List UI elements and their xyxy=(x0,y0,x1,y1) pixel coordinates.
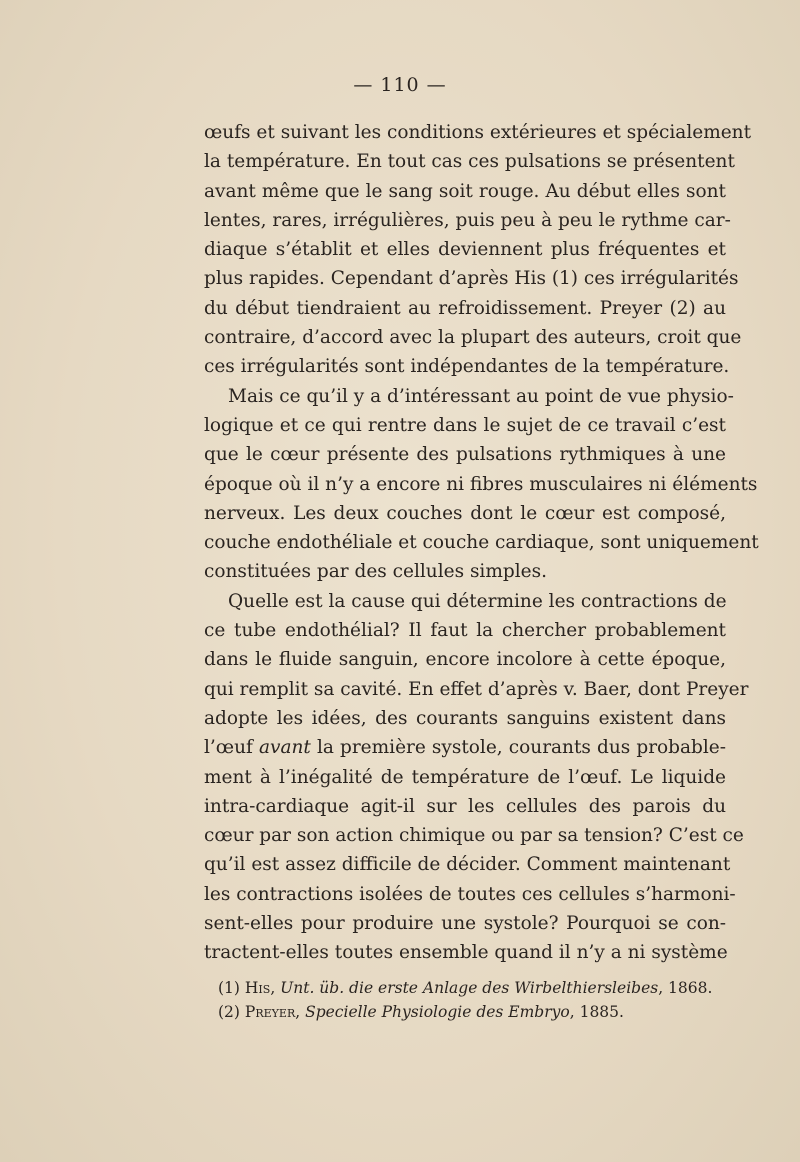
paragraph-2 xyxy=(204,382,759,587)
footnote-1: (1) His, Unt. üb. die erste Anlage des Wirbelthiersleibes, 1868. xyxy=(218,979,713,997)
text-line: ces irrégularités sont indépendantes de la température. xyxy=(204,356,730,378)
text-line: constituées par des cellules simples. xyxy=(204,561,547,583)
text-line: dans le fluide sanguin, encore incolore à cette époque, xyxy=(204,649,726,671)
body-text xyxy=(204,118,759,968)
text-line-mixed xyxy=(204,733,726,762)
text-line: cœur par son action chimique ou par sa tension? C’est ce xyxy=(204,825,744,847)
text-line: couche endothéliale et couche cardiaque, sont uniquement xyxy=(204,532,759,554)
footnote-title: Specielle Physiologie des Embryo xyxy=(305,1003,570,1021)
text-line: logique et ce qui rentre dans le sujet de ce travail c’est xyxy=(204,414,726,436)
footnotes xyxy=(218,976,728,1024)
footnote-marker: (2) xyxy=(218,1003,240,1021)
text-fragment: l’œuf xyxy=(204,737,253,759)
text-line: avant même que le sang soit rouge. Au début elles sont xyxy=(204,180,726,202)
text-line: qui remplit sa cavité. En effet d’après v. Baer, dont Preyer xyxy=(204,678,749,700)
footnote-year: , 1868. xyxy=(658,979,713,997)
text-line: les contractions isolées de toutes ces cellules s’harmoni- xyxy=(204,883,736,905)
text-line: Quelle est la cause qui détermine les contractions de xyxy=(228,590,727,612)
text-line: du début tiendraient au refroidissement. Preyer (2) au xyxy=(204,297,726,319)
footnote-title: Unt. üb. die erste Anlage des Wirbelthiersleibes xyxy=(280,979,659,997)
paragraph-3 xyxy=(204,587,749,968)
text-line: sent-elles pour produire une systole? Pourquoi se con- xyxy=(204,913,726,935)
footnote-author: His xyxy=(244,979,271,997)
text-line: intra-cardiaque agit-il sur les cellules des parois du xyxy=(204,795,726,817)
text-line: la température. En tout cas ces pulsations se présentent xyxy=(204,151,735,173)
text-line: Mais ce qu’il y a d’intéressant au point de vue physio- xyxy=(228,385,734,407)
text-line: qu’il est assez difficile de décider. Comment maintenant xyxy=(204,854,731,876)
text-line: nerveux. Les deux couches dont le cœur est composé, xyxy=(204,502,726,524)
text-line: que le cœur présente des pulsations rythmiques à une xyxy=(204,444,726,466)
text-line: lentes, rares, irrégulières, puis peu à peu le rythme car- xyxy=(204,209,731,231)
footnote-author: Preyer xyxy=(244,1003,296,1021)
italic-word: avant xyxy=(258,737,311,759)
text-line: époque où il n’y a encore ni fibres musculaires ni éléments xyxy=(204,473,758,495)
text-line: ment à l’inégalité de température de l’œuf. Le liquide xyxy=(204,766,726,788)
page-number: — 110 — xyxy=(353,74,447,96)
text-line: ce tube endothélial? Il faut la chercher probablement xyxy=(204,620,726,642)
paragraph-1 xyxy=(204,118,752,382)
text-line: œufs et suivant les conditions extérieures et spécialement xyxy=(204,122,752,143)
text-line: contraire, d’accord avec la plupart des auteurs, croit que xyxy=(204,327,742,349)
footnote-year: , 1885. xyxy=(569,1003,624,1021)
text-line: adopte les idées, des courants sanguins existent dans xyxy=(204,707,726,729)
text-line: plus rapides. Cependant d’après His (1) ces irrégularités xyxy=(204,268,739,290)
footnote-marker: (1) xyxy=(218,979,240,997)
text-line: diaque s’établit et elles deviennent plus fréquentes et xyxy=(204,239,726,261)
text-line: tractent-elles toutes ensemble quand il n’y a ni système xyxy=(204,942,728,964)
footnote-2: (2) Preyer, Specielle Physiologie des Embryo, 1885. xyxy=(218,1003,624,1021)
text-fragment: la première systole, courants dus probable- xyxy=(316,737,727,759)
